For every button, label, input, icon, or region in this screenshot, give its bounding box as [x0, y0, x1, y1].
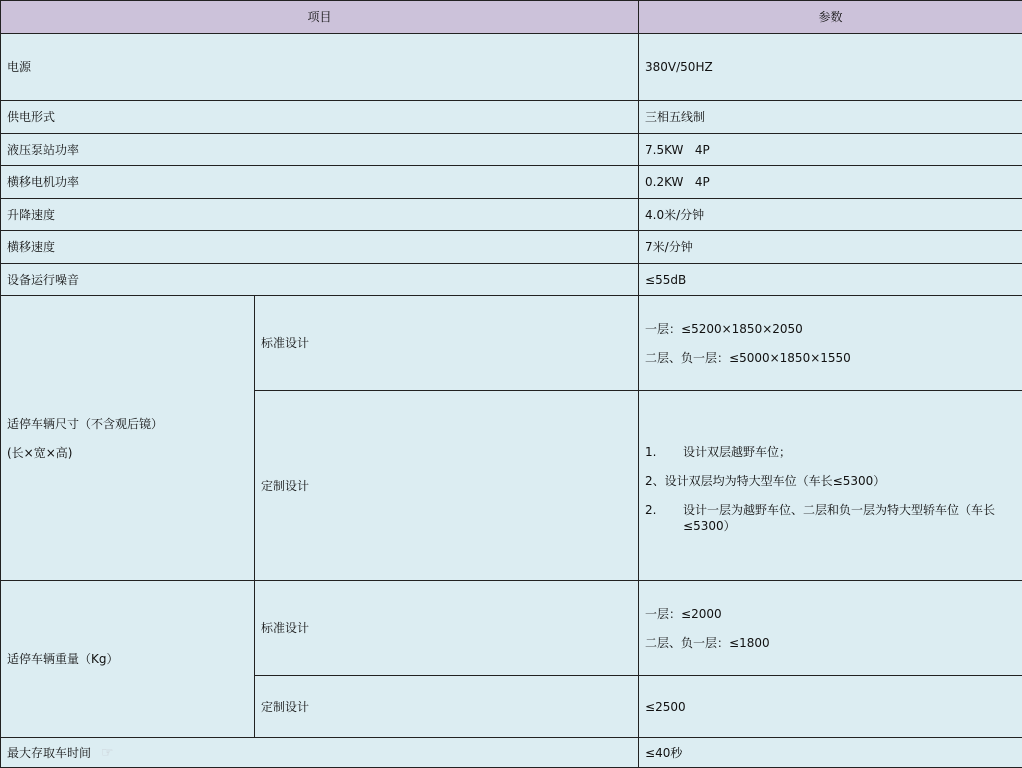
row-label: 电源 — [1, 34, 639, 101]
custom-list-text: 设计双层越野车位； — [683, 444, 1016, 460]
table-row — [1, 199, 1022, 231]
size-standard-value — [639, 296, 1022, 391]
weight-standard-value — [639, 581, 1022, 676]
row-label — [1, 738, 639, 768]
weight-standard-line: 一层：≤2000 — [645, 606, 1016, 622]
custom-list-num: 2. — [645, 502, 683, 534]
row-value: 380V/50HZ — [639, 34, 1022, 101]
header-param: 参数 — [639, 1, 1022, 34]
table-row — [1, 166, 1022, 199]
header-item: 项目 — [1, 1, 639, 34]
row-label: 升降速度 — [1, 199, 639, 231]
weight-group-label: 适停车辆重量（Kg） — [1, 581, 255, 738]
row-label: 液压泵站功率 — [1, 134, 639, 166]
table-header-row — [1, 1, 1022, 34]
row-value: ≤40秒 — [639, 738, 1022, 768]
weight-standard-label: 标准设计 — [255, 581, 639, 676]
custom-list-item — [645, 502, 1016, 534]
weight-custom-value: ≤2500 — [639, 676, 1022, 738]
size-standard-label: 标准设计 — [255, 296, 639, 391]
table-row — [1, 738, 1022, 768]
size-custom-label: 定制设计 — [255, 391, 639, 581]
row-value: 7.5KW 4P — [639, 134, 1022, 166]
row-label: 横移电机功率 — [1, 166, 639, 199]
size-label-line2: (长×宽×高) — [7, 445, 248, 461]
table-row — [1, 34, 1022, 101]
pointing-hand-icon: ☞ — [101, 745, 114, 761]
custom-list-num: 1. — [645, 444, 683, 460]
table-row — [1, 231, 1022, 264]
row-value: 三相五线制 — [639, 101, 1022, 134]
custom-list-item: 2、设计双层均为特大型车位（车长≤5300） — [645, 473, 1016, 489]
row-value: 7米/分钟 — [639, 231, 1022, 264]
size-standard-line: 一层：≤5200×1850×2050 — [645, 321, 1016, 337]
table-row — [1, 101, 1022, 134]
row-value: 4.0米/分钟 — [639, 199, 1022, 231]
weight-standard-row — [1, 581, 1022, 676]
row-value: 0.2KW 4P — [639, 166, 1022, 199]
weight-standard-line: 二层、负一层：≤1800 — [645, 635, 1016, 651]
table-row — [1, 134, 1022, 166]
row-label: 横移速度 — [1, 231, 639, 264]
table-row — [1, 264, 1022, 296]
size-label-line1: 适停车辆尺寸（不含观后镜） — [7, 416, 248, 432]
row-label: 设备运行噪音 — [1, 264, 639, 296]
last-row-label: 最大存取车时间 — [7, 746, 91, 760]
custom-list-text: 设计一层为越野车位、二层和负一层为特大型轿车位（车长≤5300） — [683, 502, 1016, 534]
weight-custom-label: 定制设计 — [255, 676, 639, 738]
size-group-label — [1, 296, 255, 581]
row-label: 供电形式 — [1, 101, 639, 134]
custom-list-item — [645, 444, 1016, 460]
row-value: ≤55dB — [639, 264, 1022, 296]
size-custom-value — [639, 391, 1022, 581]
size-standard-line: 二层、负一层：≤5000×1850×1550 — [645, 350, 1016, 366]
size-standard-row — [1, 296, 1022, 391]
